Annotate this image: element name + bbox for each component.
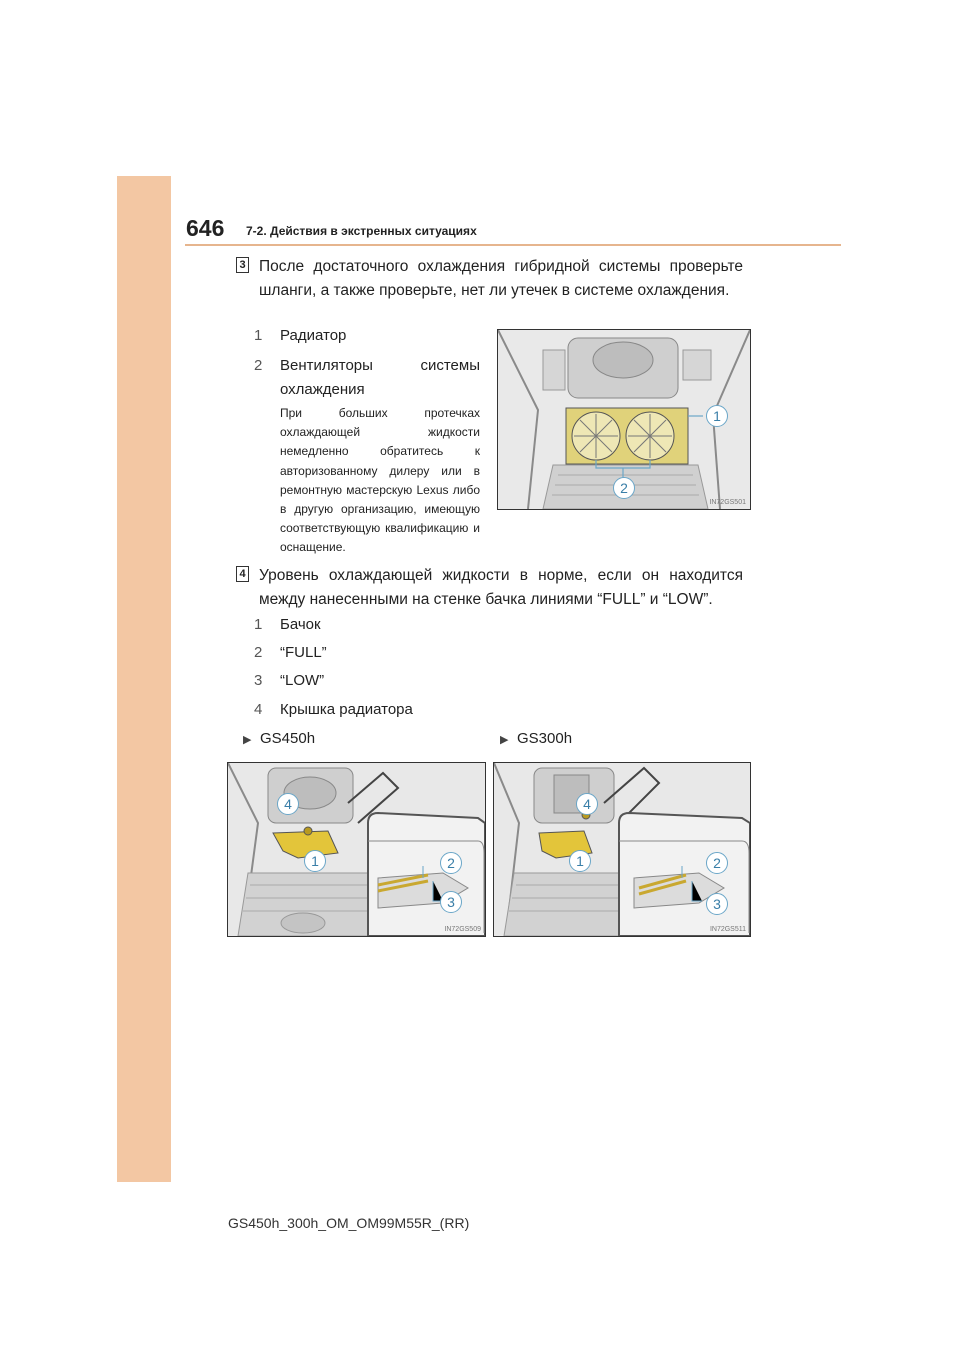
item-label: Крышка радиатора [280,701,413,718]
variant-label-gs300h: GS300h [517,730,573,747]
step-3-badge: 3 [236,257,249,273]
figure-code: IN72GS511 [709,926,746,933]
callout-2: 2 [613,477,635,499]
triangle-bullet-icon: ▶ [243,734,252,746]
callout-2: 2 [440,852,462,874]
side-tab-bar [117,176,171,1182]
item-number: 1 [254,616,263,633]
item-label: “FULL” [280,644,327,661]
item-label: “LOW” [280,672,325,689]
item-number: 2 [254,644,263,661]
step-3-text: После достаточного охлаждения гибридной системы проверьте шланги, а также проверьте, нет ли утечек в системе охлаждения. [259,258,743,299]
callout-2: 2 [706,852,728,874]
item-label: Бачок [280,616,321,633]
callout-4: 4 [277,793,299,815]
callout-1: 1 [304,850,326,872]
page-number: 646 [186,215,225,241]
figure-code: IN72GS509 [444,926,481,933]
step-4-text: Уровень охлаждающей жидкости в норме, если он находится между нанесенными на стенке бачка линиями “FULL” и “LOW”. [259,567,743,608]
footer-doc-code: GS450h_300h_OM_OM99M55R_(RR) [228,1215,470,1231]
item-label: Вентиляторы системы [280,357,480,374]
triangle-bullet-icon: ▶ [500,734,509,746]
callout-3: 3 [706,893,728,915]
step-3-note: При больших протечках охлаждающей жидкости немедленно обратитесь к авторизованному дилеру или в ремонтную мастерскую Lexus либо в другую организацию, имеющую соответствующую квалификацию и оснащение. [280,406,480,555]
callout-1: 1 [569,850,591,872]
callout-4: 4 [576,793,598,815]
variant-label-gs450h: GS450h [260,730,316,747]
header-rule [185,244,841,246]
item-number: 4 [254,701,263,718]
item-label: Радиатор [280,327,347,344]
callout-1: 1 [706,405,728,427]
item-number: 3 [254,672,263,689]
callout-3: 3 [440,891,462,913]
item-label-cont: охлаждения [280,381,365,398]
gs450h-reservoir-figure [227,762,486,937]
gs300h-reservoir-figure [493,762,751,937]
item-number: 2 [254,357,263,374]
figure-code: IN72GS501 [709,499,746,506]
item-number: 1 [254,327,263,344]
engine-bay-figure [497,329,751,510]
section-title: 7-2. Действия в экстренных ситуациях [246,224,477,238]
step-4-badge: 4 [236,566,249,582]
